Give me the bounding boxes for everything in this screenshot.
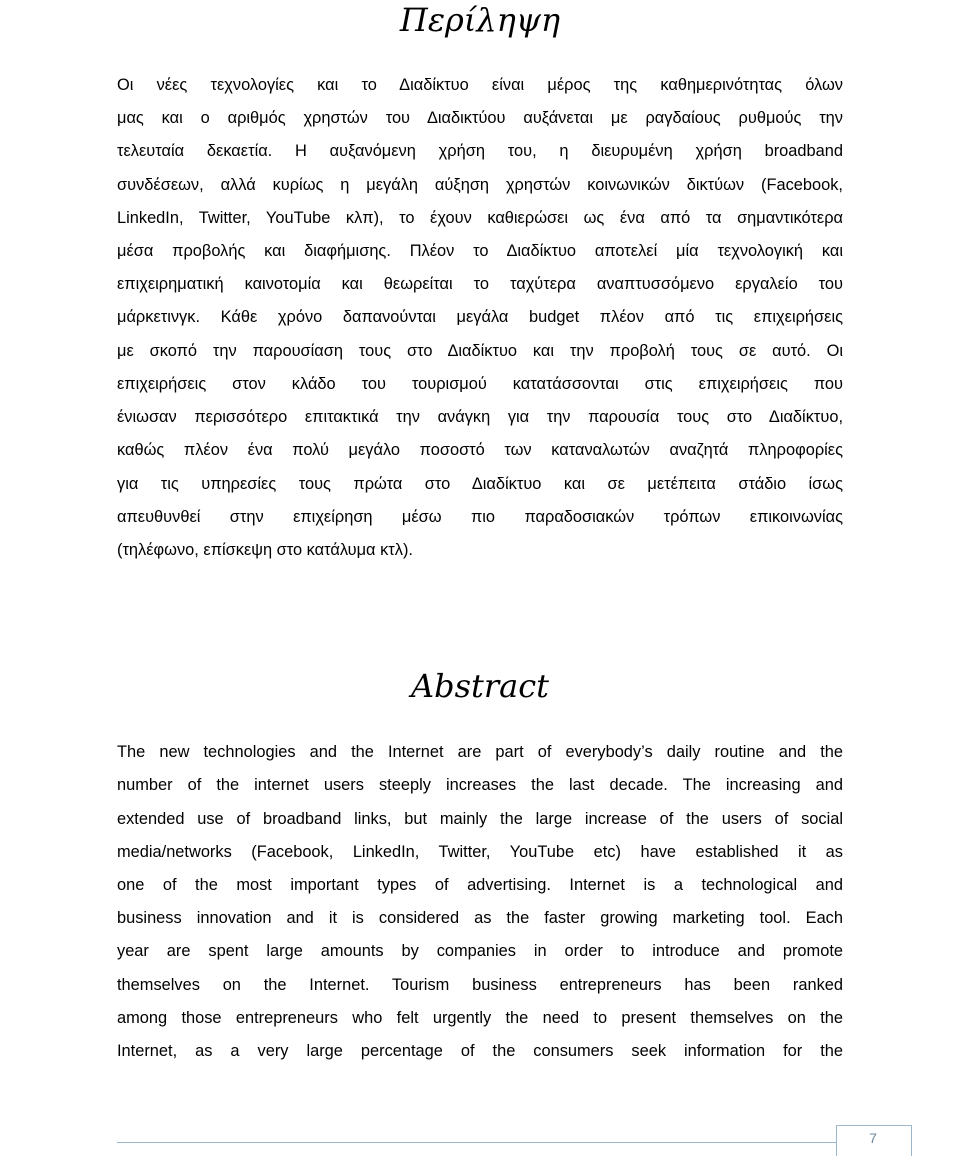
greek-line-8: μάρκετινγκ. Κάθε χρόνο δαπανούνται μεγάλα budget πλέον από τις επιχειρήσεις — [117, 308, 843, 326]
greek-line-7: επιχειρηματική καινοτομία και θεωρείται το ταχύτερα αναπτυσσόμενο εργαλείο του — [117, 275, 843, 293]
greek-line-3: τελευταία δεκαετία. Η αυξανόμενη χρήση του, η διευρυμένη χρήση broadband — [117, 142, 843, 160]
abstract-line-7: year are spent large amounts by companies in order to introduce and promote — [117, 942, 843, 960]
abstract-line-4: media/networks (Facebook, LinkedIn, Twitter, YouTube etc) have established it as — [117, 843, 843, 861]
abstract-line-5: one of the most important types of advertising. Internet is a technological and — [117, 876, 843, 894]
greek-line-2: μας και ο αριθμός χρηστών του Διαδικτύου αυξάνεται με ραγδαίους ρυθμούς την — [117, 109, 843, 127]
page-number: 7 — [869, 1130, 877, 1146]
greek-summary-heading: Περίληψη — [399, 1, 561, 39]
abstract-line-3: extended use of broadband links, but mainly the large increase of the users of social — [117, 810, 843, 828]
greek-line-15: (τηλέφωνο, επίσκεψη στο κατάλυμα κτλ). — [117, 541, 413, 559]
abstract-line-8: themselves on the Internet. Tourism business entrepreneurs has been ranked — [117, 976, 843, 994]
abstract-heading: Abstract — [410, 667, 550, 705]
abstract-line-9: among those entrepreneurs who felt urgently the need to present themselves on the — [117, 1009, 843, 1027]
abstract-line-1: The new technologies and the Internet are part of everybody’s daily routine and the — [117, 743, 843, 761]
abstract-line-2: number of the internet users steeply increases the last decade. The increasing and — [117, 776, 843, 794]
greek-line-12: καθώς πλέον ένα πολύ μεγάλο ποσοστό των καταναλωτών αναζητά πληροφορίες — [117, 441, 843, 459]
greek-line-14: απευθυνθεί στην επιχείρηση μέσω πιο παραδοσιακών τρόπων επικοινωνίας — [117, 508, 843, 526]
abstract-line-10: Internet, as a very large percentage of the consumers seek information for the — [117, 1042, 843, 1060]
greek-line-1: Οι νέες τεχνολογίες και το Διαδίκτυο είναι μέρος της καθημερινότητας όλων — [117, 76, 843, 94]
greek-line-6: μέσα προβολής και διαφήμισης. Πλέον το Διαδίκτυο αποτελεί μία τεχνολογική και — [117, 242, 843, 260]
greek-line-11: ένιωσαν περισσότερο επιτακτικά την ανάγκη για την παρουσία τους στο Διαδίκτυο, — [117, 408, 843, 426]
greek-line-5: LinkedIn, Twitter, YouTube κλπ), το έχουν καθιερώσει ως ένα από τα σημαντικότερα — [117, 209, 843, 227]
greek-line-10: επιχειρήσεις στον κλάδο του τουρισμού κατατάσσονται στις επιχειρήσεις που — [117, 375, 843, 393]
greek-line-9: με σκοπό την παρουσίαση τους στο Διαδίκτυο και την προβολή τους σε αυτό. Οι — [117, 342, 843, 360]
footer-divider — [117, 1142, 907, 1143]
abstract-line-6: business innovation and it is considered as the faster growing marketing tool. Each — [117, 909, 843, 927]
greek-line-13: για τις υπηρεσίες τους πρώτα στο Διαδίκτυο και σε μετέπειτα στάδιο ίσως — [117, 475, 843, 493]
greek-line-4: συνδέσεων, αλλά κυρίως η μεγάλη αύξηση χρηστών κοινωνικών δικτύων (Facebook, — [117, 176, 843, 194]
